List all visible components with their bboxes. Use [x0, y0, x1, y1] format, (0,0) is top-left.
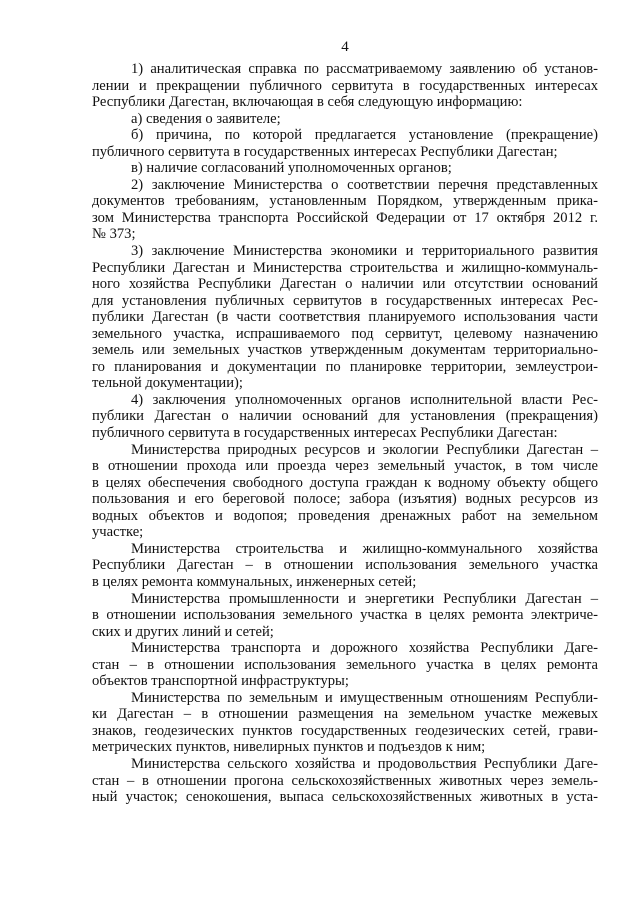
document-body: [92, 61, 598, 806]
text-line: публичного сервитута в государственных интересах Республики Дагестан;: [92, 143, 558, 160]
text-line: зом Министерства транспорта Российской Федерации от 17 октября 2012 г.: [92, 209, 598, 226]
text-line: пользования и его береговой полосе; забора (изъятия) водных ресурсов из: [92, 491, 598, 508]
text-line: земель или земельных участков утвержденным документам территориально-: [92, 342, 598, 359]
text-line: 3) заключение Министерства экономики и территориального развития: [131, 243, 598, 260]
text-line: Республики Дагестан – в отношении использования земельного участка: [92, 557, 598, 574]
text-line: Министерства строительства и жилищно-коммунального хозяйства: [131, 540, 598, 557]
text-line: документов требованиям, установленным Порядком, утвержденным прика-: [92, 193, 598, 210]
text-line: лении и прекращении публичного сервитута в государственных интересах: [92, 77, 598, 94]
text-line: в целях обеспечения свободного доступа граждан к водному объекту общего: [92, 474, 598, 491]
text-line: метрических пунктов, нивелирных пунктов и подъездов к ним;: [92, 739, 486, 756]
text-line: Министерства природных ресурсов и экологии Республики Дагестан –: [131, 441, 598, 458]
text-line: Республики Дагестан, включающая в себя следующую информацию:: [92, 94, 523, 111]
text-line: в) наличие согласований уполномоченных органов;: [131, 160, 452, 177]
text-line: ного хозяйства Республики Дагестан о наличии или отсутствии оснований: [92, 276, 598, 293]
text-line: б) причина, по которой предлагается установление (прекращение): [131, 127, 598, 144]
text-line: № 373;: [92, 226, 136, 243]
text-line: 4) заключения уполномоченных органов исполнительной власти Рес-: [131, 391, 598, 408]
text-line: публики Дагестан о наличии оснований для установления (прекращения): [92, 408, 598, 425]
text-line: в отношении прохода или проезда через земельный участок, в том числе: [92, 458, 598, 475]
text-line: го планирования и документации по планировке территории, землеустрои-: [92, 358, 598, 375]
text-line: 1) аналитическая справка по рассматриваемому заявлению об установ-: [131, 61, 598, 77]
text-line: ки Дагестан – в отношении размещения на земельном участке межевых: [92, 706, 598, 723]
page-number: 4: [341, 39, 349, 55]
text-line: водных объектов и водопоя; проведения дренажных работ на земельном: [92, 507, 598, 524]
text-line: а) сведения о заявителе;: [131, 110, 281, 127]
text-line: стан – в отношении использования земельного участка в целях ремонта: [92, 656, 598, 673]
text-line: в отношении использования земельного участка в целях ремонта электриче-: [92, 607, 598, 624]
text-line: Министерства по земельным и имущественным отношениям Республи-: [131, 689, 598, 706]
text-line: Республики Дагестан и Министерства строительства и жилищно-коммуналь-: [92, 259, 598, 276]
text-line: земельного участка, испрашиваемого под сервитут, целевому назначению: [92, 325, 598, 342]
text-line: Министерства транспорта и дорожного хозяйства Республики Даге-: [131, 640, 598, 657]
text-line: публичного сервитута в государственных интересах Республики Дагестан:: [92, 425, 558, 442]
text-line: 2) заключение Министерства о соответствии перечня представленных: [131, 176, 598, 193]
text-line: ный участок; сенокошения, выпаса сельскохозяйственных животных в уста-: [92, 789, 598, 806]
text-line: объектов транспортной инфраструктуры;: [92, 673, 349, 690]
text-line: тельной документации);: [92, 375, 243, 392]
text-line: в целях ремонта коммунальных, инженерных сетей;: [92, 573, 417, 590]
text-line: знаков, геодезических пунктов государственных геодезических сетей, грави-: [92, 722, 598, 739]
text-line: стан – в отношении прогона сельскохозяйственных животных через земель-: [92, 772, 598, 789]
text-line: участке;: [92, 524, 144, 541]
text-line: для установления публичных сервитутов в государственных интересах Рес-: [92, 292, 598, 309]
text-line: ских и других линий и сетей;: [92, 623, 274, 640]
text-line: публики Дагестан (в части соответствия планируемого использования части: [92, 309, 598, 326]
text-line: Министерства промышленности и энергетики Республики Дагестан –: [131, 590, 598, 607]
text-line: Министерства сельского хозяйства и продовольствия Республики Даге-: [131, 755, 598, 772]
